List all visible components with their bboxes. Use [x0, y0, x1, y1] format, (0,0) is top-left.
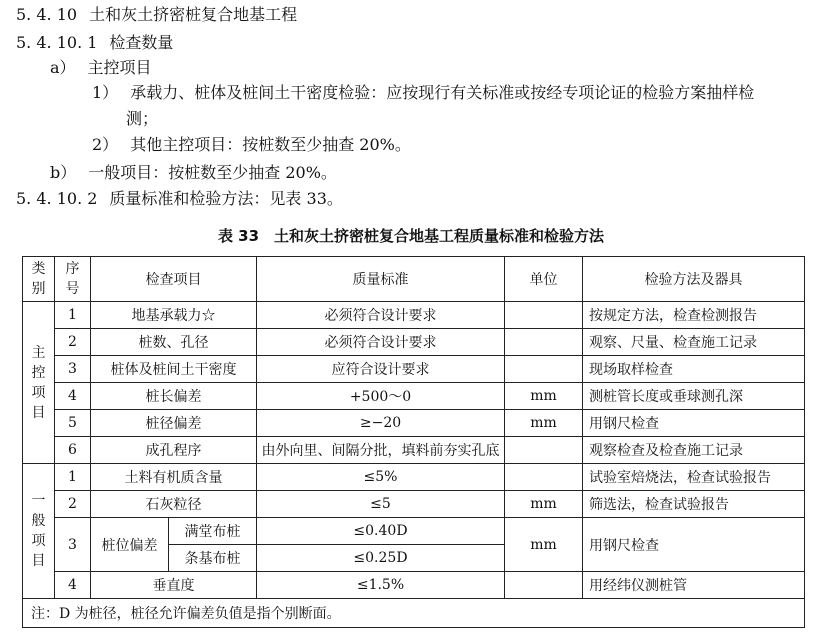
cell-unit	[505, 437, 583, 464]
header-unit: 单位	[505, 257, 583, 302]
quality-standard-table	[22, 256, 805, 628]
list-item-text: 一般项目：按桩数至少抽查 20%。	[88, 163, 337, 182]
cell-unit	[505, 464, 583, 491]
list-marker: 2）	[92, 135, 119, 154]
cell-unit	[505, 329, 583, 356]
table-note: 注：D 为桩径，桩径允许偏差负值是指个别断面。	[23, 599, 805, 628]
list-item-text: 承载力、桩体及桩间土干密度检验：应按现行有关标准或按经专项论证的检验方案抽样检	[130, 83, 755, 102]
cell-seq: 4	[55, 572, 91, 599]
section-heading-title: 土和灰土挤密桩复合地基工程	[89, 5, 298, 24]
cell-unit: mm	[505, 518, 583, 572]
header-category: 类 别	[23, 257, 55, 302]
list-item-general	[50, 162, 337, 184]
cell-seq: 4	[55, 383, 91, 410]
cell-subitem: 满堂布桩	[169, 518, 257, 545]
cell-item: 石灰粒径	[91, 491, 257, 518]
cell-item: 地基承载力☆	[91, 302, 257, 329]
cell-subitem: 条基布桩	[169, 545, 257, 572]
table-row	[23, 302, 805, 329]
cell-standard: 由外向里、间隔分批，填料前夯实孔底	[257, 437, 505, 464]
list-marker: a）	[50, 58, 76, 77]
section-heading-number: 5. 4. 10	[16, 5, 78, 24]
cell-item: 桩长偏差	[91, 383, 257, 410]
cell-unit	[505, 302, 583, 329]
category-general: 一 般 项 目	[23, 464, 55, 599]
cell-item: 桩数、孔径	[91, 329, 257, 356]
cell-method: 用钢尺检查	[583, 518, 805, 572]
cell-standard: ≤5%	[257, 464, 505, 491]
cell-seq: 2	[55, 491, 91, 518]
cell-item: 桩位偏差	[91, 518, 169, 572]
cell-method: 现场取样检查	[583, 356, 805, 383]
list-item-continuation: 测；	[126, 109, 159, 128]
cell-item: 桩体及桩间土干密度	[91, 356, 257, 383]
cell-standard: 必须符合设计要求	[257, 302, 505, 329]
table-row	[23, 464, 805, 491]
table-row	[23, 437, 805, 464]
table-note-row	[23, 599, 805, 628]
section-heading	[16, 4, 297, 26]
cell-unit	[505, 572, 583, 599]
cell-seq: 1	[55, 302, 91, 329]
cell-seq: 1	[55, 464, 91, 491]
cell-seq: 3	[55, 356, 91, 383]
cell-unit: mm	[505, 410, 583, 437]
header-item: 检查项目	[91, 257, 257, 302]
cell-standard: ≤5	[257, 491, 505, 518]
table-row	[23, 491, 805, 518]
cell-method: 用经纬仪测桩管	[583, 572, 805, 599]
cell-standard: 应符合设计要求	[257, 356, 505, 383]
list-item-bearing-capacity	[92, 82, 754, 104]
cell-standard: 必须符合设计要求	[257, 329, 505, 356]
cell-standard: ≤0.25D	[257, 545, 505, 572]
list-marker: 1）	[92, 83, 119, 102]
header-method: 检验方法及器具	[583, 257, 805, 302]
table-row	[23, 383, 805, 410]
cell-seq: 3	[55, 518, 91, 572]
subsection-inspection-quantity	[16, 32, 173, 54]
subsection-number: 5. 4. 10. 2	[16, 189, 98, 208]
subsection-text: 质量标准和检验方法：见表 33。	[109, 189, 343, 208]
cell-unit	[505, 356, 583, 383]
cell-unit: mm	[505, 491, 583, 518]
table-row	[23, 410, 805, 437]
cell-method: 用钢尺检查	[583, 410, 805, 437]
list-marker: b）	[50, 163, 77, 182]
cell-item: 土料有机质含量	[91, 464, 257, 491]
cell-item: 成孔程序	[91, 437, 257, 464]
subsection-quality-standard	[16, 188, 343, 210]
table-row	[23, 356, 805, 383]
table-caption: 表 33 土和灰土挤密桩复合地基工程质量标准和检验方法	[217, 227, 605, 245]
header-standard: 质量标准	[257, 257, 505, 302]
subsection-title: 检查数量	[109, 33, 174, 52]
table-row	[23, 329, 805, 356]
cell-method: 按规定方法，检查检测报告	[583, 302, 805, 329]
cell-item: 桩径偏差	[91, 410, 257, 437]
cell-standard: +500～0	[257, 383, 505, 410]
cell-standard: ≥−20	[257, 410, 505, 437]
list-item-main-control	[50, 57, 152, 79]
table-header-row	[23, 257, 805, 302]
cell-method: 观察、尺量、检查施工记录	[583, 329, 805, 356]
cell-method: 测桩管长度或垂球测孔深	[583, 383, 805, 410]
category-main-control: 主 控 项 目	[23, 302, 55, 464]
cell-unit: mm	[505, 383, 583, 410]
cell-method: 筛选法，检查试验报告	[583, 491, 805, 518]
cell-seq: 2	[55, 329, 91, 356]
cell-item: 垂直度	[91, 572, 257, 599]
cell-seq: 5	[55, 410, 91, 437]
list-item-other-main	[92, 134, 411, 156]
header-seq: 序 号	[55, 257, 91, 302]
cell-standard: ≤0.40D	[257, 518, 505, 545]
table-row	[23, 572, 805, 599]
cell-standard: ≤1.5%	[257, 572, 505, 599]
list-item-text: 其他主控项目：按桩数至少抽查 20%。	[130, 135, 411, 154]
cell-seq: 6	[55, 437, 91, 464]
list-item-text: 主控项目	[87, 58, 152, 77]
cell-method: 观察检查及检查施工记录	[583, 437, 805, 464]
table-row	[23, 518, 805, 545]
cell-method: 试验室焙烧法，检查试验报告	[583, 464, 805, 491]
subsection-number: 5. 4. 10. 1	[16, 33, 98, 52]
